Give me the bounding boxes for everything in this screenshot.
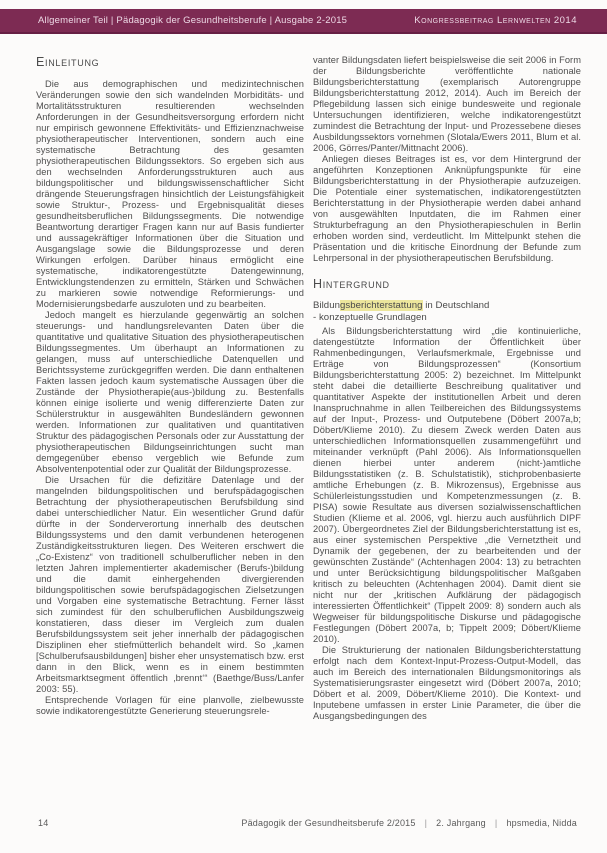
- footer-journal-title: Pädagogik der Gesundheitsberufe 2/2015: [241, 818, 416, 828]
- subsection-heading: [313, 300, 581, 324]
- header-congress-label: Kongressbeitrag Lernwelten 2014: [414, 15, 577, 26]
- header-section-breadcrumb: Allgemeiner Teil | Pädagogik der Gesundheitsberufe | Ausgabe 2-2015: [38, 15, 348, 26]
- subheading-text: in Deutschland: [422, 300, 490, 311]
- paragraph: Die Ursachen für die defizitäre Datenlage und der mangelnden bildungspolitischen und berufspädagogischen Betrachtung der physiotherapeutischen Berufsbildung sind dabei unterschiedlicher Natur. Ein wesentlicher Grund dafür dürfte in der Sonderverortung innerhalb des deutschen Bildungssystems und den damit verbundenen heterogenen Zuständigkeitsstrukturen liegen. Des Weiteren erschwert die „Co-Existenz“ von traditionell schulberuflicher neben in den letzten Jahren implementierter akademischer (Berufs-)bildung und die damit einhergehenden divergierenden bildungspolitischen sowie berufspädagogischen Zielsetzungen und Vorgaben eine systematische Betrachtung. Ferner lässt sich zumindest für den schulberuflichen Ausbildungszweig konstatieren, dass dieser im Vergleich zum dualen Berufsbildungssystem seit jeher innerhalb der pädagogischen Disziplinen eher stiefmütterlich behandelt wird. So „kamen [Schulberufsausbildungen] bisher eher unsystematisch bzw. erst dann in den Blick, wenn es in einem bestimmten Arbeitsmarktsegment öffentlich ‚brennt‘“ (Baethge/Buss/Lanfer 2003: 55).: [36, 475, 304, 694]
- footer-separator: |: [494, 818, 498, 828]
- right-column: [313, 55, 581, 817]
- paragraph: Die aus demographischen und medizintechnischen Veränderungen sowie den sich wandelnden Morbiditäts- und Mortalitätsstrukturen resultierenden wechselnden Anforderungen in der Gesundheitsversorgung erfordern nicht nur empirisch gewonnene Effektivitäts- und Effizienznachweise physiotherapeutischer Interventionen, sondern auch eine systematische Betrachtung des gesamten physiotherapeutischen Bildungssektors. So ergeben sich aus den wechselnden Anforderungsstrukturen auch aus bildungspolitischer und bildungswissenschaftlicher Sicht drängende Steuerungsfragen hinsichtlich der Leistungsfähigkeit sowie Struktur-, Prozess- und Ergebnisqualität dieses gesundheitsberuflichen Bildungssegments. Die notwendige Beantwortung derartiger Fragen kann nur auf Basis fundierter und aussagekräftiger Informationen über die Situation und Ausgangslage sowie die Bildungsprozesse und deren Wirkungen erfolgen. Darüber hinaus ermöglicht eine systematische, indikatorengestützte Datengewinnung, Entwicklungstendenzen zu ermitteln, Stärken und Schwächen zu markieren sowie notwendige Reformierungs- und Modernisierungsbedarfe auszuloten und zu bearbeiten.: [36, 79, 304, 309]
- footer-publisher: hpsmedia, Nidda: [506, 818, 577, 828]
- page-number: 14: [38, 818, 49, 828]
- page-header-bar: [0, 9, 607, 34]
- page-footer: [38, 818, 577, 828]
- section-heading-hintergrund: Hintergrund: [313, 277, 390, 291]
- section-heading-einleitung: Einleitung: [36, 55, 100, 69]
- subheading-highlighted-text: gsberichterstattung: [339, 300, 423, 311]
- footer-journal-info: [241, 818, 577, 828]
- paragraph: Jedoch mangelt es hierzulande gegenwärtig an solchen steuerungs- und handlungsrelevanten Daten über die quantitative und qualitative Situation des physiotherapeutischen Bildungssegmentes. Um überhaupt an Informationen zu gelangen, muss auf unterschiedliche Datenquellen und Berichtssysteme zurückgegriffen werden. Die dann enthaltenen Fakten lassen jedoch kaum systematische Aussagen über die Zustände der Physiotherapie(aus-)bildung zu. Bestenfalls können einige isolierte und wenig differenzierte Daten zur Schülerstruktur in ausgewählten Bundesländern gewonnen werden. Informationen zur qualitativen und quantitativen Struktur des pädagogischen Personals oder zur Ausstattung der physiotherapeutischen Bildungseinrichtungen sucht man demgegenüber ebenso vergeblich wie Befunde zum Absolventenpotential oder zur Qualität der Bildungsprozesse.: [36, 310, 304, 474]
- subheading-text: Bildun: [313, 300, 340, 311]
- paragraph: Die Strukturierung der nationalen Bildungsberichterstattung erfolgt nach dem Kontext-Input-Prozess-Output-Modell, das auch im Bereich des internationalen Bildungsmonitorings als Systematisierungsraster eingesetzt wird (Döbert 2007a, 2010; Döbert et al. 2009, Döbert/Klieme 2010). Die Kontext- und Inputebene umfassen in erster Linie Parameter, die über die Ausgangsbedingungen des: [313, 645, 581, 721]
- paragraph: vanter Bildungsdaten liefert beispielsweise die seit 2006 in Form der Bildungsberichte veröffentlichte nationale Bildungsberichterstattung (exemplarisch Autorengruppe Bildungsberichterstattung 2012, 2014). Auch im Bereich der Pflegebildung lassen sich einige bundesweite und regionale Untersuchungen identifizieren, welche indikatorengestützt zumindest die Betrachtung der Input- und Prozessebene dieses Ausbildungssektors vornehmen (Slotala/Ewers 2011, Blum et al. 2006, Görres/Panter/Mittnacht 2006).: [313, 55, 581, 153]
- article-body: [36, 55, 582, 817]
- left-column: [36, 55, 304, 817]
- paragraph: Entsprechende Vorlagen für eine planvolle, zielbewusste sowie indikatorengestützte Generierung steuerungsrele-: [36, 695, 304, 716]
- subheading-line2: - konzeptuelle Grundlagen: [313, 312, 427, 323]
- footer-separator: |: [424, 818, 428, 828]
- footer-volume: 2. Jahrgang: [436, 818, 486, 828]
- paragraph: Anliegen dieses Beitrages ist es, vor dem Hintergrund der angeführten Konzeptionen Anknüpfungspunkte für eine Bildungsberichterstattung in der Physiotherapie aufzuzeigen. Die Potentiale einer systematischen, indikatorengestützten Berichterstattung in der Physiotherapie werden dabei anhand von ausgewählten Inputdaten, die im Rahmen einer Strukturbefragung an den Physiotherapieschulen in Berlin erhoben worden sind, verdeutlicht. Im Mittelpunkt stehen die Präsentation und die kritische Einordnung der Befunde zum Lehrpersonal in der physiotherapeutischen Berufsbildung.: [313, 154, 581, 263]
- paragraph: Als Bildungsberichterstattung wird „die kontinuierliche, datengestützte Information der Öffentlichkeit über Rahmenbedingungen, Verlaufsmerkmale, Ergebnisse und Erträge von Bildungsprozessen“ (Konsortium Bildungsberichterstattung 2005: 2) bezeichnet. Im Mittelpunkt steht dabei die detaillierte Beschreibung qualitativer und quantitativer Aspekte der institutionellen Arbeit und deren Inanspruchnahme in allen Teilbereichen des Bildungssystems auf der Input-, Prozess- und Outputebene (Döbert 2007a,b; Döbert/Klieme 2010). Zu diesem Zweck werden Daten aus unterschiedlichen Informationsquellen zusammengeführt und miteinander verknüpft (Pahl 2006). Als Informationsquellen dienen hierbei unter anderem (nicht-)amtliche Bildungsstatistiken (z. B. Schulstatistik), stichprobenbasierte amtliche Erhebungen (z. B. Mikrozensus), Ergebnisse aus Schülerleistungsstudien und Kompetenzmessungen (z. B. PISA) sowie Resultate aus diversen sozialwissenschaftlichen Studien (Klieme et al. 2006, vgl. hierzu auch ausführlich DIPF 2007). Übergeordnetes Ziel der Bildungsberichterstattung ist es, aus einer systemischen Perspektive „die Vernetztheit und Dynamik der gegebenen, der zu bearbeitenden und der gewünschten Zustände“ (Achtenhagen 2004: 13) zu betrachten und unter Berücksichtigung bildungspolitischer Maßgaben kritisch zu beleuchten (Achtenhagen 2004). Damit dient sie nicht nur der „kritischen Aufklärung der pädagogisch interessierten Öffentlichkeit“ (Tippelt 2009: 8) sondern auch als Wegweiser für bildungspolitische Diskurse und pädagogische Festlegungen (Döbert 2007a, b; Tippelt 2009; Döbert/Klieme 2010).: [313, 326, 581, 644]
